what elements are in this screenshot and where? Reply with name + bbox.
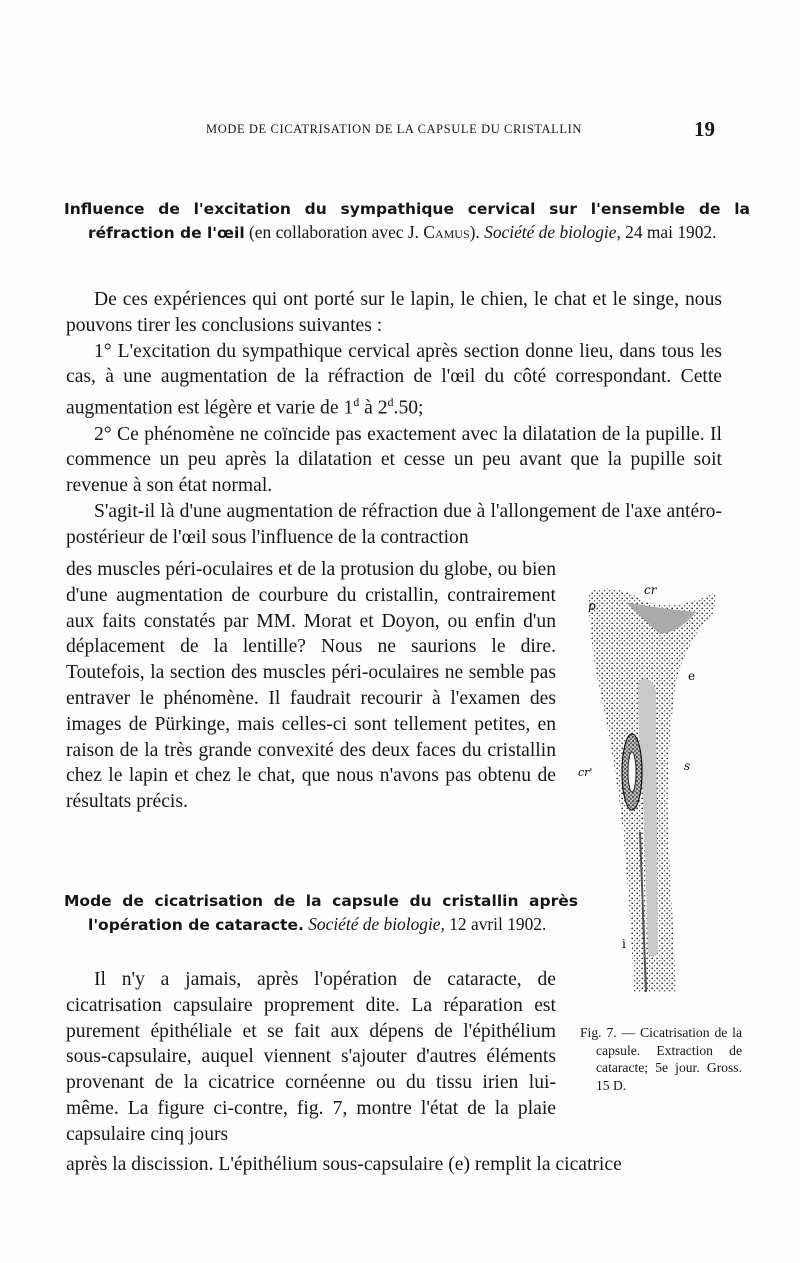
reference-1-collab-name: Camus — [423, 221, 470, 242]
label-i: i — [622, 937, 626, 951]
page-number: 19 — [694, 117, 715, 141]
paragraph-cataract: Il n'y a jamais, après l'opération de cataracte, de cicatrisation capsulaire proprement dite. La réparation est purement épithéliale et se fait aux dépens de l'épithélium sous-capsulaire, auquel viennent s'ajouter d'autres éléments provenant de la cicatrice cornéenne ou du tissu irien lui-même. La figure ci-contre, fig. 7, montre l'état de la plaie capsulaire cinq jours — [66, 969, 556, 1145]
reference-1-collab-end: ). — [469, 221, 480, 242]
reference-1-date: 24 mai 1902. — [625, 221, 717, 242]
reference-2-title: Mode de cicatrisation de la capsule du cristallin après l'opération de cataracte. — [64, 892, 578, 934]
figure-caption: Fig. 7. — Cicatrisation de la capsule. Extraction de cataracte; 5e jour. Gross. 15 D. — [580, 1025, 742, 1093]
capsule-histology-drawing — [576, 572, 726, 1012]
reference-1 — [64, 197, 750, 244]
paragraph-question-cont: des muscles péri-oculaires et de la protusion du globe, ou bien d'une augmentation de courbure du cristallin, contrairement aux faits constatés par MM. Morat et Doyon, ou enfin d'un déplacement de la lentille? Nous ne saurions le dire. Toutefois, la section des muscles péri-oculaires ne semble pas entraver le phénomène. Il faudrait recourir à l'examen des images de Pürkinge, mais celles-ci sont tellement petites, en raison de la très grande convexité des deux faces du cristallin chez le lapin et chez le chat, que nous n'avons pas obtenu de résultats précis. — [66, 559, 556, 813]
section-1-text — [66, 287, 722, 551]
conclusion-1-sup-b: d — [387, 395, 394, 410]
figure-7-illustration — [576, 572, 726, 1016]
label-cr-prime: cr' — [578, 766, 593, 779]
paragraph-conclusion-1 — [66, 339, 722, 422]
reference-2-journal: Société de biologie, — [308, 913, 445, 934]
label-e: e — [688, 669, 696, 683]
conclusion-1-sup-a: d — [353, 395, 360, 410]
paragraph-conclusion-2: 2° Ce phénomène ne coïncide pas exactement avec la dilatation de la pupille. Il commence un peu après la dilatation et cesse un peu avant que la pupille soit revenue à son état normal. — [66, 423, 722, 497]
reference-2-date: 12 avril 1902. — [449, 913, 547, 934]
label-s: s — [684, 759, 691, 773]
paragraph-question: S'agit-il là d'une augmentation de réfraction due à l'allongement de l'axe antéro-postérieur de l'œil sous l'influence de la contraction — [66, 500, 722, 548]
conclusion-1-text: 1° L'excitation du sympathique cervical après section donne lieu, dans tous les cas, à une augmentation de la réfraction de l'œil du côté correspondant. Cette augmentation est légère et varie de 1 — [66, 340, 722, 419]
conclusion-1-mid: à 2 — [359, 397, 388, 419]
reference-1-collab: (en collaboration avec J. — [249, 221, 419, 242]
section-2-text-narrow — [66, 967, 556, 1148]
label-p: p — [588, 599, 596, 613]
reference-1-journal: Société de biologie, — [484, 221, 621, 242]
running-head: MODE DE CICATRISATION DE LA CAPSULE DU CRISTALLIN — [206, 122, 582, 136]
section-2-text — [66, 1152, 726, 1178]
conclusion-1-end: .50; — [393, 397, 424, 419]
paragraph-cataract-cont: après la discission. L'épithélium sous-capsulaire (e) remplit la cicatrice — [66, 1154, 622, 1175]
reference-2 — [64, 889, 578, 936]
section-1-text-narrow — [66, 557, 556, 815]
paragraph-intro: De ces expériences qui ont porté sur le lapin, le chien, le chat et le singe, nous pouvons tirer les conclusions suivantes : — [66, 289, 722, 336]
reference-1-title: Influence de l'excitation du sympathique cervical sur l'ensemble de la réfraction de l'œil — [64, 200, 750, 242]
label-cr: cr — [644, 583, 657, 597]
